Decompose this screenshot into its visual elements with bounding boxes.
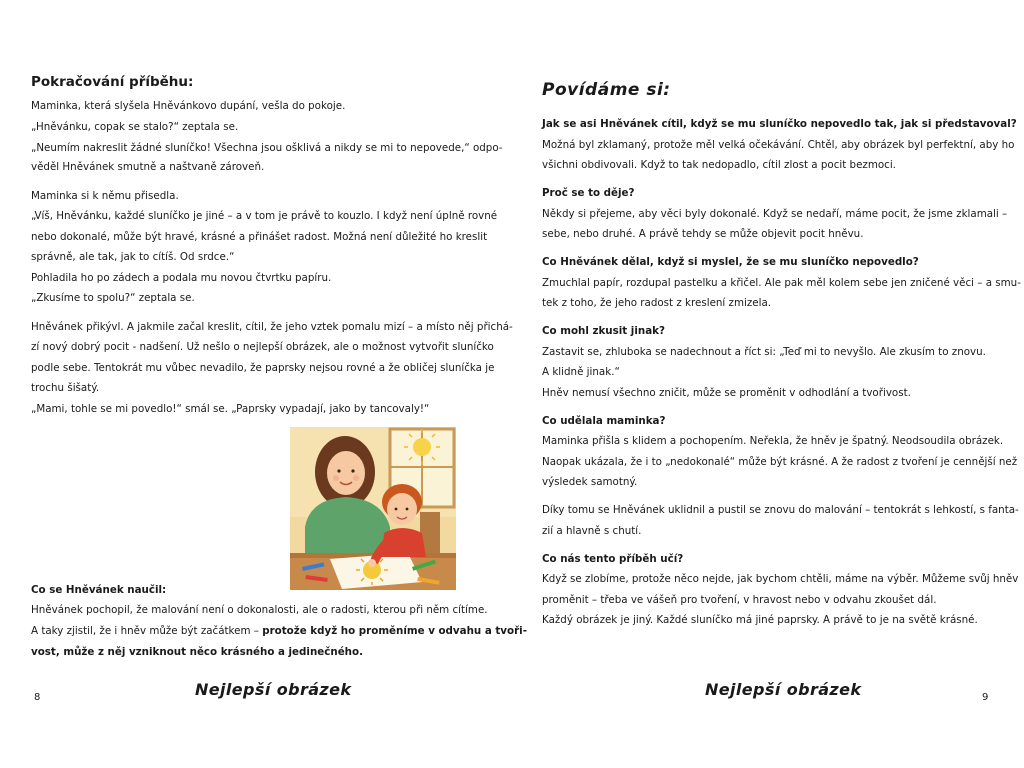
story-line: Hněvánek přikývl. A jakmile začal kreslit, cítil, že jeho vztek pomalu mizí – a místo něj přichá- (31, 321, 513, 333)
lesson-heading: Co se Hněvánek naučil: (31, 584, 167, 596)
answer-line: Někdy si přejeme, aby věci byly dokonalé. Když se nedaří, máme pocit, že jsme zklamali – (542, 208, 1008, 220)
answer-line: Zastavit se, zhluboka se nadechnout a říct si: „Teď mi to nevyšlo. Ale zkusím to znovu. (542, 346, 986, 358)
answer-line: všichni obdivovali. Když to tak nedopadlo, cítil zlost a pocit bezmoci. (542, 159, 896, 171)
answer-line: Maminka přišla s klidem a pochopením. Neřekla, že hněv je špatný. Neodsoudila obrázek. (542, 435, 1004, 447)
story-line: Pohladila ho po zádech a podala mu novou čtvrtku papíru. (31, 272, 332, 284)
page-number-left: 8 (34, 692, 41, 703)
story-line: Maminka si k němu přisedla. (31, 190, 179, 202)
answer-line: sebe, nebo druhé. A právě tehdy se může objevit pocit hněvu. (542, 228, 864, 240)
mother-and-child-drawing-sun-illustration (290, 427, 456, 590)
answer-line: A klidně jinak.“ (542, 366, 620, 378)
story-line: „Hněvánku, copak se stalo?“ zeptala se. (31, 121, 239, 133)
answer-line: zií a hlavně s chutí. (542, 525, 642, 537)
story-line: nebo dokonalé, může být hravé, krásné a přinášet radost. Možná není důležité ho kreslit (31, 231, 488, 243)
answer-line: proměnit – třeba ve vášeň pro tvoření, v hravost nebo v odvahu zkoušet dál. (542, 594, 937, 606)
lesson-line (31, 621, 527, 642)
page-number-right: 9 (982, 692, 989, 703)
answer-line: výsledek samotný. (542, 476, 638, 488)
page-right (512, 0, 1024, 768)
answer-line: Naopak ukázala, že i to „nedokonalé“ může být krásné. A že radost z tvoření je cennější než (542, 456, 1018, 468)
answer-line: Když se zlobíme, protože něco nejde, jak bychom chtěli, máme na výběr. Můžeme svůj hněv (542, 573, 1019, 585)
lesson-line-bold: vost, může z něj vzniknout něco krásného a jedinečného. (31, 646, 363, 658)
story-line: „Mami, tohle se mi povedlo!“ smál se. „Paprsky vypadají, jako by tancovaly!“ (31, 403, 430, 415)
answer-line: Možná byl zklamaný, protože měl velká očekávání. Chtěl, aby obrázek byl perfektní, aby ho (542, 139, 1015, 151)
story-line: „Zkusíme to spolu?“ zeptala se. (31, 292, 195, 304)
story-line: trochu šišatý. (31, 382, 100, 394)
question-line: Proč se to děje? (542, 187, 635, 199)
story-line: „Neumím nakreslit žádné sluníčko! Všechna jsou ošklivá a nikdy se mi to nepovede,“ odpo- (31, 142, 503, 154)
story-line: zí nový dobrý pocit - nadšení. Už nešlo o nejlepší obrázek, ale o možnost vytvořit sluníčko (31, 341, 494, 353)
section-heading-continuation: Pokračování příběhu: (31, 74, 194, 90)
footer-title-right: Nejlepší obrázek (705, 680, 862, 699)
question-line: Co Hněvánek dělal, když si myslel, že se mu sluníčko nepovedlo? (542, 256, 919, 268)
question-line: Co udělala maminka? (542, 415, 666, 427)
answer-line: tek z toho, že jeho radost z kreslení zmizela. (542, 297, 772, 309)
question-line: Co mohl zkusit jinak? (542, 325, 665, 337)
story-line: „Víš, Hněvánku, každé sluníčko je jiné – a v tom je právě to kouzlo. I když není úplně rovné (31, 210, 498, 222)
question-line: Co nás tento příběh učí? (542, 553, 684, 565)
lesson-line-normal: A taky zjistil, že i hněv může být začátkem – (31, 625, 263, 637)
story-line: věděl Hněvánek smutně a naštvaně zároveň. (31, 161, 265, 173)
answer-line: Díky tomu se Hněvánek uklidnil a pustil se znovu do malování – tentokrát s lehkostí, s fanta- (542, 504, 1019, 516)
story-line: Maminka, která slyšela Hněvánkovo dupání, vešla do pokoje. (31, 100, 346, 112)
answer-line: Hněv nemusí všechno zničit, může se proměnit v odhodlání a tvořivost. (542, 387, 911, 399)
question-line: Jak se asi Hněvánek cítil, když se mu sluníčko nepovedlo tak, jak si představoval? (542, 118, 1017, 130)
lesson-line-bold: protože když ho proměníme v odvahu a tvoři- (262, 625, 527, 637)
lesson-line: Hněvánek pochopil, že malování není o dokonalosti, ale o radosti, kterou při něm cítíme. (31, 604, 488, 616)
story-line: správně, ale tak, jak to cítíš. Od srdce.“ (31, 251, 235, 263)
story-line: podle sebe. Tentokrát mu vůbec nevadilo, že paprsky nejsou rovné a že obličej sluníčka je (31, 362, 495, 374)
answer-line: Zmuchlal papír, rozdupal pastelku a křičel. Ale pak měl kolem sebe jen zničené věci – a smu- (542, 277, 1021, 289)
footer-title-left: Nejlepší obrázek (195, 680, 352, 699)
section-heading-discussion: Povídáme si: (542, 80, 671, 100)
answer-line: Každý obrázek je jiný. Každé sluníčko má jiné paprsky. A právě to je na světě krásné. (542, 614, 978, 626)
